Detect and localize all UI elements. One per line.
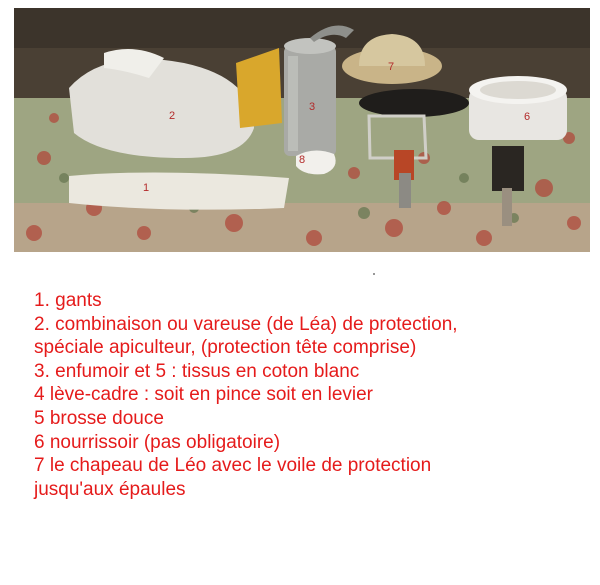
equipment-photo bbox=[14, 8, 590, 252]
legend-line: spéciale apiculteur, (protection tête comprise) bbox=[34, 337, 417, 359]
photo-label-3: 3 bbox=[309, 101, 316, 113]
legend-line: 4 lève-cadre : soit en pince soit en levier bbox=[34, 384, 374, 406]
legend-line: 2. combinaison ou vareuse (de Léa) de protection, bbox=[34, 313, 458, 335]
legend-line: 3. enfumoir et 5 : tissus en coton blanc bbox=[34, 360, 360, 382]
photo-label-7: 7 bbox=[388, 61, 395, 73]
legend-line: 1. gants bbox=[34, 290, 102, 311]
legend-line: jusqu'aux épaules bbox=[34, 478, 186, 500]
speck bbox=[373, 273, 375, 275]
legend-line: 5 brosse douce bbox=[34, 407, 164, 429]
photo-label-1: 1 bbox=[143, 182, 150, 194]
photo-label-2: 2 bbox=[169, 110, 176, 122]
photo-label-8: 8 bbox=[299, 154, 306, 166]
legend-line: 6 nourrissoir (pas obligatoire) bbox=[34, 431, 281, 453]
equipment-photo-drawing bbox=[14, 8, 590, 252]
equipment-legend bbox=[34, 289, 594, 501]
legend-line: 7 le chapeau de Léo avec le voile de protection bbox=[34, 455, 432, 477]
photo-label-6: 6 bbox=[524, 111, 531, 123]
